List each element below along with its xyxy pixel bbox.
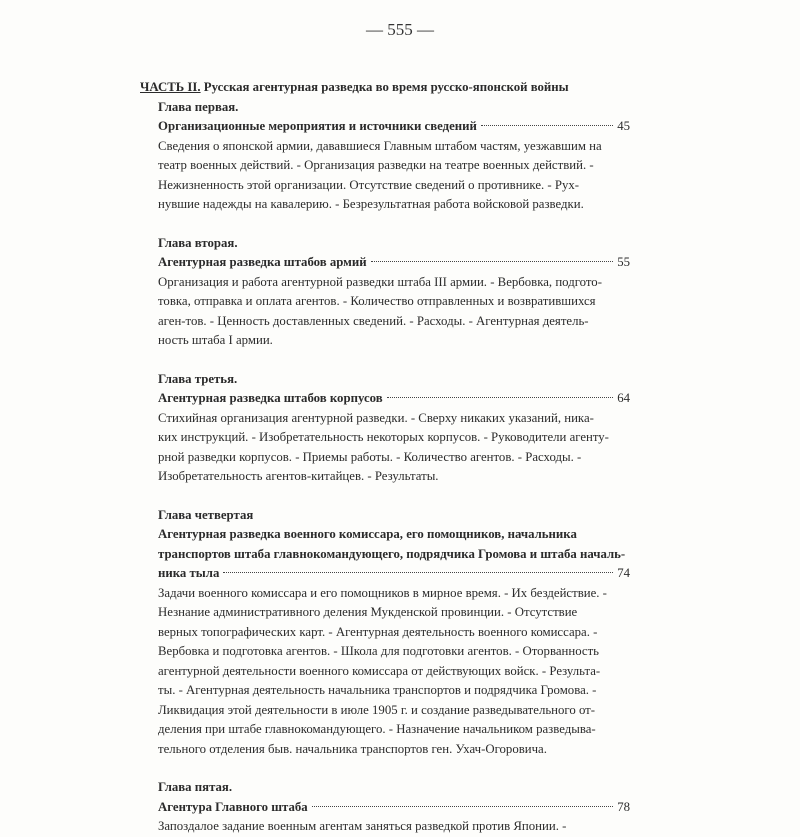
chapter-entry [140, 234, 630, 351]
chapter-label: Глава четвертая [158, 507, 254, 522]
chapter-summary [158, 817, 630, 837]
summary-line: тельного отделения быв. начальника транспортов ген. Ухач-Огоровича. [158, 741, 547, 756]
part-label: ЧАСТЬ II. [140, 80, 201, 94]
summary-line: Задачи военного комиссара и его помощников в мирное время. - Их бездействие. - [158, 585, 607, 600]
summary-line: театр военных действий. - Организация разведки на театре военных действий. - [158, 158, 594, 172]
chapter-title-line [158, 798, 630, 818]
chapter-page-number: 55 [617, 255, 630, 269]
summary-line: Запоздалое задание военным агентам заняться разведкой против Японии. - [158, 819, 567, 833]
chapter-title: Агентурная разведка штабов корпусов [158, 391, 383, 405]
summary-line: Вербовка и подготовка агентов. - Школа для подготовки агентов. - Оторванность [158, 644, 600, 658]
summary-line: Сведения о японской армии, дававшиеся Главным штабом частям, уезжавшим на [158, 138, 602, 153]
summary-line: Организация и работа агентурной разведки штаба III армии. - Вербовка, подгото- [158, 274, 602, 289]
chapter-summary [158, 409, 630, 487]
page-number: — 555 — [366, 20, 434, 39]
summary-line: Ликвидация этой деятельности в июле 1905 г. и создание разведывательного от- [158, 702, 596, 717]
dot-leader [481, 125, 613, 126]
summary-line: Нежизненность этой организации. Отсутствие сведений о противнике. - Рух- [158, 177, 580, 192]
summary-line: ты. - Агентурная деятельность начальника транспортов и подрядчика Громова. - [158, 683, 597, 697]
summary-line: нувшие надежды на кавалерию. - Безрезультатная работа войсковой разведки. [158, 197, 584, 211]
part-title: Русская агентурная разведка во время русско-японской войны [203, 80, 569, 94]
summary-line: ких инструкций. - Изобретательность некоторых корпусов. - Руководители агенту- [158, 430, 609, 444]
part-heading [140, 78, 630, 98]
chapter-title: Организационные мероприятия и источники сведений [158, 119, 477, 133]
chapter-title-line: транспортов штаба главнокомандующего, подрядчика Громова и штаба началь- [158, 546, 626, 561]
chapter-title-line [158, 564, 630, 584]
summary-line: Стихийная организация агентурной разведки. - Сверху никаких указаний, ника- [158, 410, 594, 425]
chapter-summary [158, 584, 630, 760]
chapter-page-number: 74 [617, 566, 630, 580]
chapter-page-number: 45 [617, 119, 630, 133]
chapter-title-line: Агентурная разведка военного комиссара, его помощников, начальника [158, 527, 577, 541]
summary-line: верных топографических карт. - Агентурная деятельность военного комиссара. - [158, 624, 598, 639]
summary-line: аген-тов. - Ценность доставленных сведений. - Расходы. - Агентурная деятель- [158, 313, 589, 328]
dot-leader [312, 806, 614, 807]
chapter-title [158, 525, 630, 564]
chapter-title-last-line: ника тыла [158, 566, 220, 580]
chapter-label: Глава третья. [158, 371, 238, 386]
table-of-contents [140, 78, 630, 837]
chapter-title-line [158, 253, 630, 273]
dot-leader [387, 397, 614, 398]
chapter-entry [140, 98, 630, 215]
chapter-page-number: 78 [617, 799, 630, 814]
summary-line: Незнание административного деления Мукденской провинции. - Отсутствие [158, 605, 578, 619]
chapter-title-line [158, 389, 630, 409]
chapter-entry [140, 370, 630, 487]
summary-line: деления при штабе главнокомандующего. - Назначение начальником разведыва- [158, 722, 596, 736]
chapter-title: Агентура Главного штаба [158, 799, 308, 814]
summary-line: товка, отправка и оплата агентов. - Количество отправленных и возвратившихся [158, 294, 596, 308]
summary-line: рной разведки корпусов. - Приемы работы. - Количество агентов. - Расходы. - [158, 449, 582, 464]
chapter-title: Агентурная разведка штабов армий [158, 255, 367, 269]
dot-leader [223, 572, 613, 573]
chapter-title-line [158, 117, 630, 137]
dot-leader [371, 261, 614, 262]
chapter-summary [158, 273, 630, 351]
chapter-entry [140, 778, 630, 837]
chapter-label: Глава первая. [158, 99, 239, 114]
chapter-entry [140, 506, 630, 760]
chapter-page-number: 64 [617, 391, 630, 405]
chapter-label: Глава пятая. [158, 780, 233, 794]
summary-line: Изобретательность агентов-китайцев. - Результаты. [158, 469, 439, 483]
summary-line: агентурной деятельности военного комиссара от действующих войск. - Результа- [158, 663, 601, 678]
summary-line: ность штаба I армии. [158, 333, 273, 347]
chapter-label: Глава вторая. [158, 235, 238, 250]
chapter-summary [158, 137, 630, 215]
